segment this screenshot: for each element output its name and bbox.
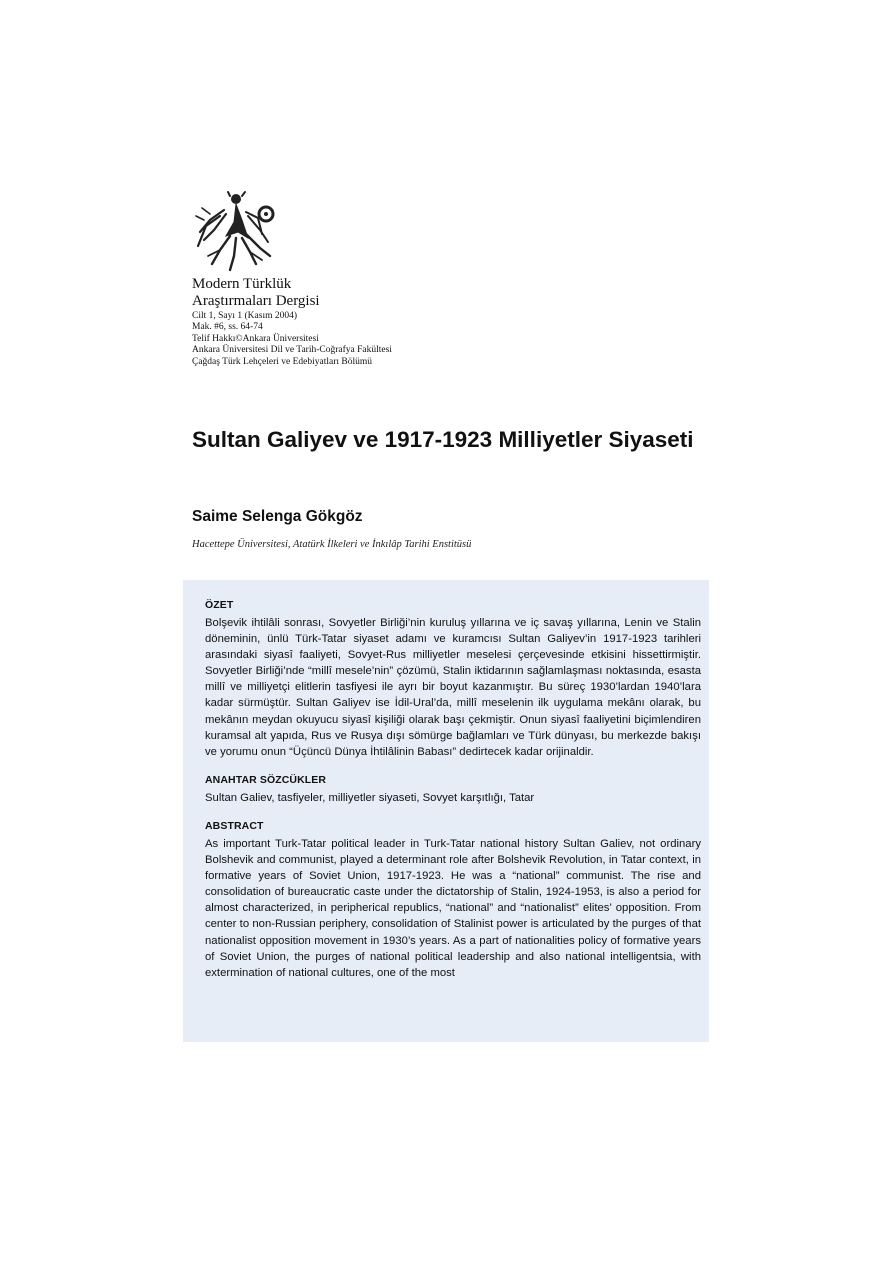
abstract-heading: ABSTRACT bbox=[205, 819, 264, 832]
keywords-text: Sultan Galiev, tasfiyeler, milliyetler siyaseti, Sovyet karşıtlığı, Tatar bbox=[205, 791, 535, 804]
article-author: Saime Selenga Gökgöz bbox=[192, 508, 363, 525]
abstract-box bbox=[183, 580, 709, 1042]
keywords-heading: ANAHTAR SÖZCÜKLER bbox=[205, 773, 327, 786]
journal-volume: Cilt 1, Sayı 1 (Kasım 2004) bbox=[192, 311, 298, 321]
journal-pages: Mak. #6, ss. 64-74 bbox=[192, 322, 263, 333]
journal-name-line2: Araştırmaları Dergisi bbox=[192, 293, 320, 309]
journal-info bbox=[192, 276, 492, 368]
journal-copyright: Telif Hakkı©Ankara Üniversitesi bbox=[192, 333, 319, 344]
rider-figure-icon bbox=[190, 190, 282, 274]
ozet-text: Bolşevik ihtilâli sonrası, Sovyetler Birliği’nin kuruluş yıllarına ve iç savaş yıllarına, Lenin ve Stalin döneminin, ünlü Türk-Tatar siyaset adamı ve kuramcısı Sultan Galiyev’in 1917-1923 tarihleri arasındaki siyasî faaliyeti, Sovyet-Rus milliyetler meselesi çerçevesinde etkisini hissettirmiştir. Sovyetler Birliği’nde “millî mesele’nin” çözümü, Stalin iktidarının sağlamlaşması noktasında, esasta millî ve milliyetçi elitlerin tasfiyesi ile ayrı bir boyut kazanmıştır. Bu süreç 1930’lardan 1940’lara kadar sürmüştür. Sultan Galiyev ise İdil-Ural’da, millî meselenin ilk uygulama mekânı olarak, bu mekânın meydan okuyucu siyasî kişiliği olarak başı çekmiştir. Onun siyasî faaliyetini biçimlendiren kuramsal alt yapıda, Rus ve Rusya dışı sömürge bağlamları ve Türk dünyası, bu merkezde bakışı ve yorumu onun “Üçüncü Dünya İhtilâlinin Babası” dedirtecek kadar orijinaldir. bbox=[205, 617, 701, 758]
article-title: Sultan Galiyev ve 1917-1923 Milliyetler Siyaseti bbox=[192, 427, 694, 452]
author-affiliation: Hacettepe Üniversitesi, Atatürk İlkeleri ve İnkılâp Tarihi Enstitüsü bbox=[192, 539, 472, 550]
abstract-text: As important Turk-Tatar political leader in Turk-Tatar national history Sultan Galiev, not ordinary Bolshevik and communist, played a determinant role after Bolshevik Revolution, in Tatar context, in formative years of Soviet Union, 1917-1923. He was a “national” communist. The rise and consolidation of bureaucratic caste under the dictatorship of Stalin, 1924-1953, is also a period for almost characterized, in peripherical republics, “national” and “nationalist” elites’ opposition. From center to non-Russian periphery, consolidation of Stalinist power is articulated by the purges of that nationalist opposition movement in 1930’s years. As a part of nationalities policy of formative years of Soviet Union, the purges of national political leadership and also national intelligentsia, with extermination of national cultures, one of the most bbox=[205, 837, 701, 979]
ozet-heading: ÖZET bbox=[205, 599, 234, 611]
journal-logo bbox=[190, 190, 282, 274]
journal-meta bbox=[192, 311, 492, 368]
journal-faculty: Ankara Üniversitesi Dil ve Tarih-Coğrafya Fakültesi bbox=[192, 345, 392, 356]
journal-department: Çağdaş Türk Lehçeleri ve Edebiyatları Bölümü bbox=[192, 356, 373, 367]
journal-name-line1: Modern Türklük bbox=[192, 276, 292, 292]
